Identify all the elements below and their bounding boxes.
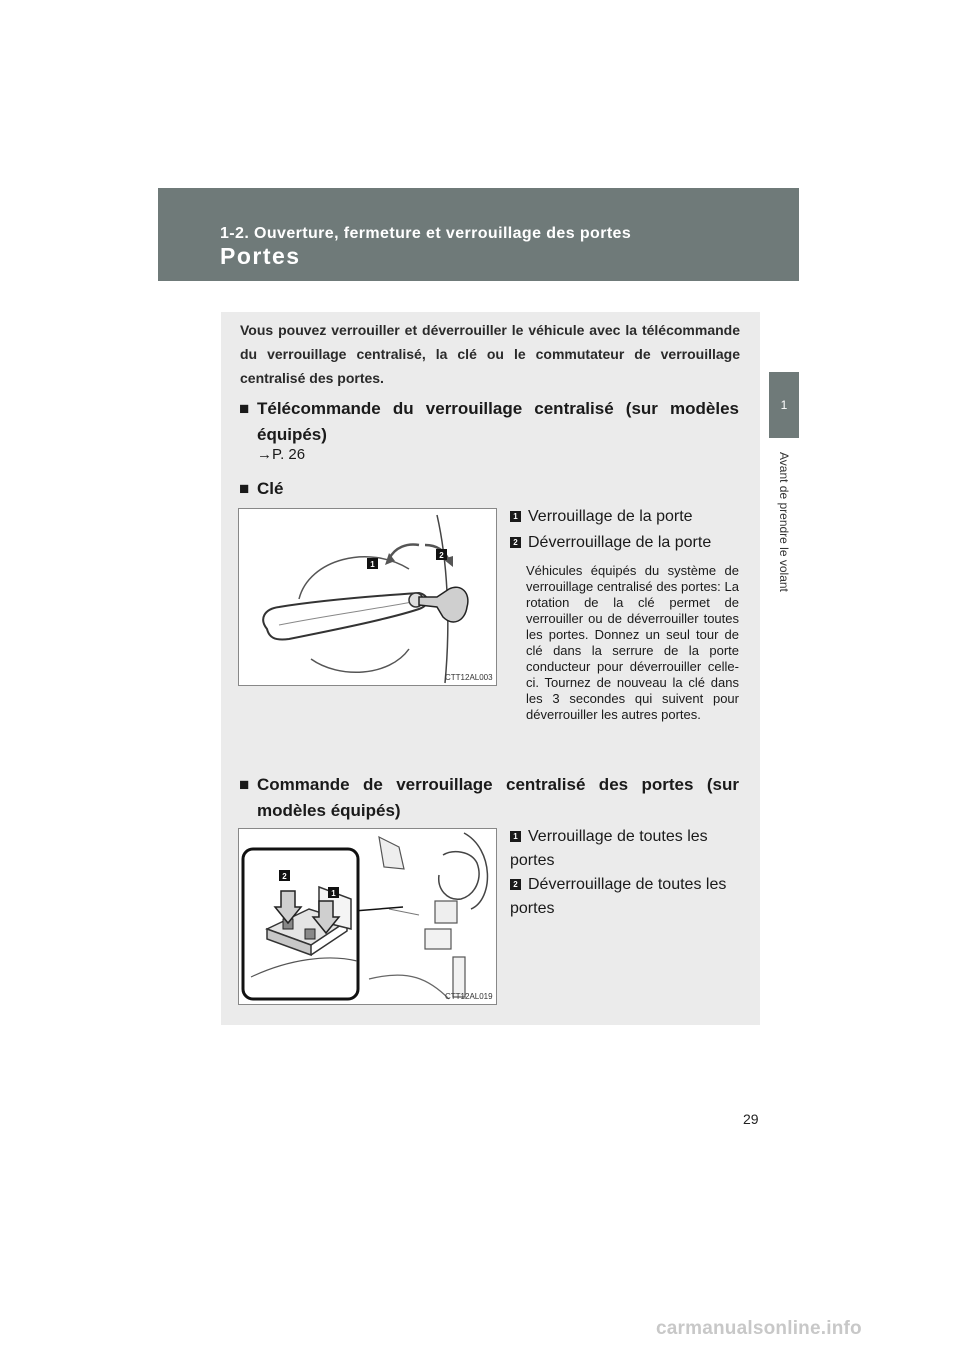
chapter-tab: 1 [769, 372, 799, 438]
svg-text:1: 1 [370, 560, 375, 569]
figure-code: CTT12AL003 [445, 673, 493, 682]
heading-remote [239, 396, 739, 448]
page-reference: →P. 26 [257, 446, 306, 463]
chapter-side-label: Avant de prendre le volant [777, 452, 791, 592]
callout-number-1: 1 [510, 511, 521, 522]
legend-label: Déverrouillage de toutes les portes [510, 876, 727, 917]
chapter-header [158, 188, 799, 281]
callout-number-1: 1 [510, 831, 521, 842]
heading-switch-text: Commande de verrouillage centralisé des portes (sur modèles équipés) [257, 775, 739, 820]
legend-item-lock-door [510, 505, 740, 529]
watermark: carmanualsonline.info [656, 1318, 862, 1339]
legend-item-lock-all [510, 825, 740, 873]
svg-text:1: 1 [331, 889, 336, 898]
switch-figure [238, 828, 497, 1005]
legend-label: Déverrouillage de la porte [528, 534, 712, 551]
legend-label: Verrouillage de la porte [528, 508, 693, 525]
page-number: 29 [743, 1111, 759, 1127]
heading-switch [239, 772, 739, 824]
callout-number-2: 2 [510, 879, 521, 890]
svg-text:2: 2 [282, 872, 287, 881]
heading-key-text: Clé [257, 479, 284, 498]
svg-text:2: 2 [439, 551, 444, 560]
callout-number-2: 2 [510, 537, 521, 548]
bullet-square-icon: ■ [239, 775, 250, 794]
legend-item-unlock-all [510, 873, 740, 921]
door-key-illustration [239, 509, 496, 685]
key-note: Véhicules équipés du système de verrouillage centralisé des portes: La rotation de la clé permet de verrouiller ou de déverrouiller toutes les portes. Donnez un seul tour de clé dans la serrure de la porte conducteur pour déverrouiller celle-ci. Tournez de nouveau la clé dans les 3 secondes qui suivent pour déverrouiller les autres portes. [526, 563, 739, 722]
legend-label: Verrouillage de toutes les portes [510, 828, 708, 869]
bullet-square-icon: ■ [239, 399, 250, 418]
page-title: Portes [220, 243, 301, 269]
legend-item-unlock-door [510, 531, 740, 555]
intro-paragraph: Vous pouvez verrouiller et déverrouiller le véhicule avec la télécommande du verrouillage centralisé, la clé ou le commutateur de verrouillage centralisé des portes. [240, 322, 740, 386]
heading-remote-text: Télécommande du verrouillage centralisé (sur modèles équipés) [257, 399, 739, 444]
figure-code: CTT12AL019 [445, 992, 493, 1001]
key-figure [238, 508, 497, 686]
bullet-square-icon: ■ [239, 479, 250, 498]
section-title: 1-2. Ouverture, fermeture et verrouillage des portes [220, 225, 632, 242]
lock-switch-illustration [239, 829, 496, 1004]
heading-key [239, 476, 739, 502]
